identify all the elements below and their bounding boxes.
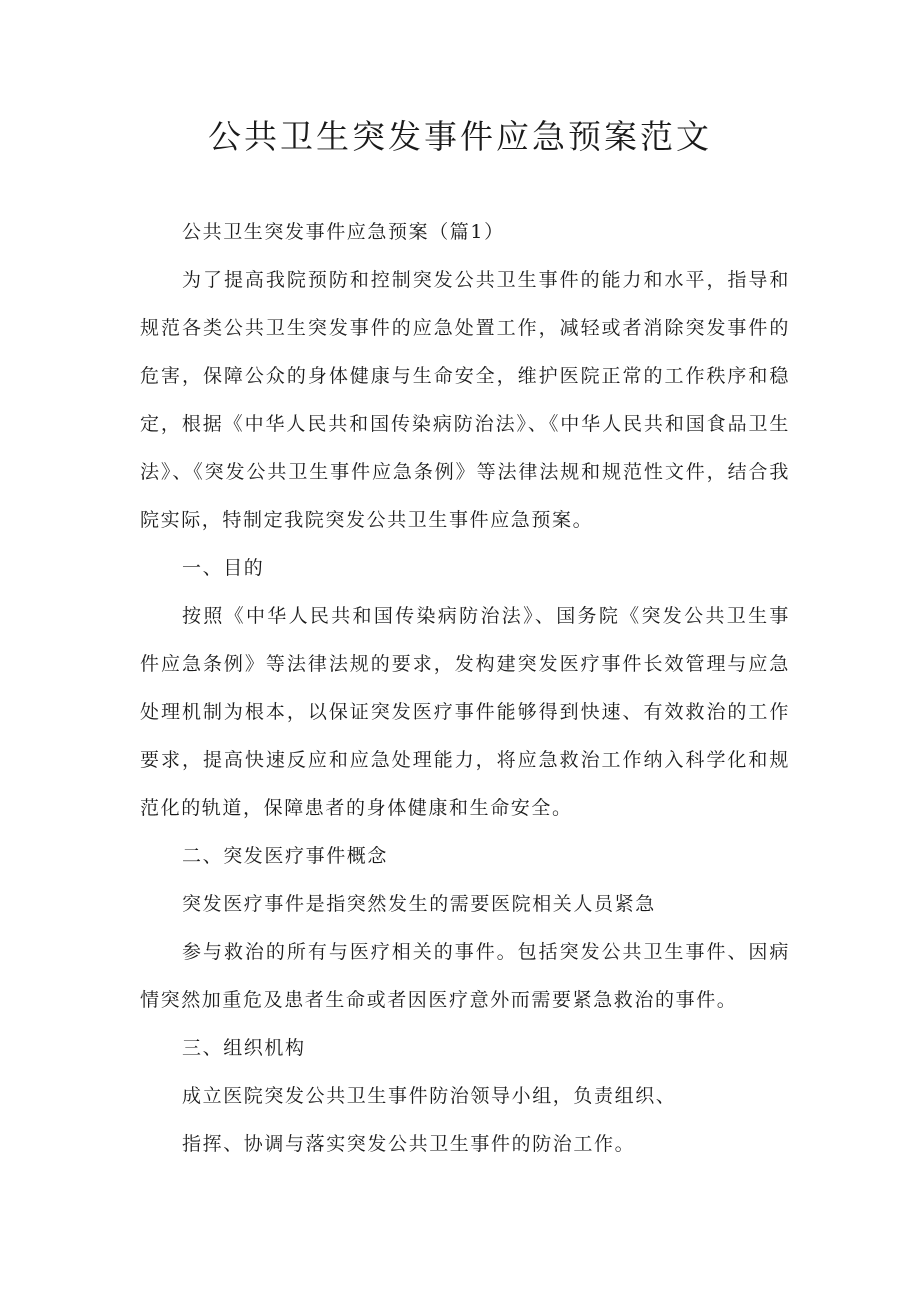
document-title: 公共卫生突发事件应急预案范文 <box>208 117 712 156</box>
paragraph-organization-line2: 指挥、协调与落实突发公共卫生事件的防治工作。 <box>182 1133 636 1155</box>
paragraph-concept-line2: 参与救治的所有与医疗相关的事件。包括突发公共卫生事件、因病情突然加重危及患者生命或者因医疗意外而需要紧急救治的事件。 <box>140 941 790 1011</box>
section-heading-purpose: 一、目的 <box>182 557 265 579</box>
section-heading-concept: 二、突发医疗事件概念 <box>182 845 389 867</box>
section-heading-organization: 三、组织机构 <box>182 1037 306 1059</box>
paragraph-concept-line1: 突发医疗事件是指突然发生的需要医院相关人员紧急 <box>182 893 656 915</box>
document-body <box>140 208 790 1168</box>
paragraph-purpose: 按照《中华人民共和国传染病防治法》、国务院《突发公共卫生事件应急条例》等法律法规的要求，发构建突发医疗事件长效管理与应急处理机制为根本，以保证突发医疗事件能够得到快速、有效救治的工作要求，提高快速反应和应急处理能力，将应急救治工作纳入科学化和规范化的轨道，保障患者的身体健康和生命安全。 <box>140 605 790 819</box>
paragraph-organization-line1: 成立医院突发公共卫生事件防治领导小组，负责组织、 <box>182 1085 677 1107</box>
paragraph-intro: 为了提高我院预防和控制突发公共卫生事件的能力和水平，指导和规范各类公共卫生突发事件的应急处置工作，减轻或者消除突发事件的危害，保障公众的身体健康与生命安全，维护医院正常的工作秩序和稳定，根据《中华人民共和国传染病防治法》、《中华人民共和国食品卫生法》、《突发公共卫生事件应急条例》等法律法规和规范性文件，结合我院实际，特制定我院突发公共卫生事件应急预案。 <box>140 269 790 531</box>
section-heading-part1: 公共卫生突发事件应急预案（篇1） <box>182 221 505 243</box>
